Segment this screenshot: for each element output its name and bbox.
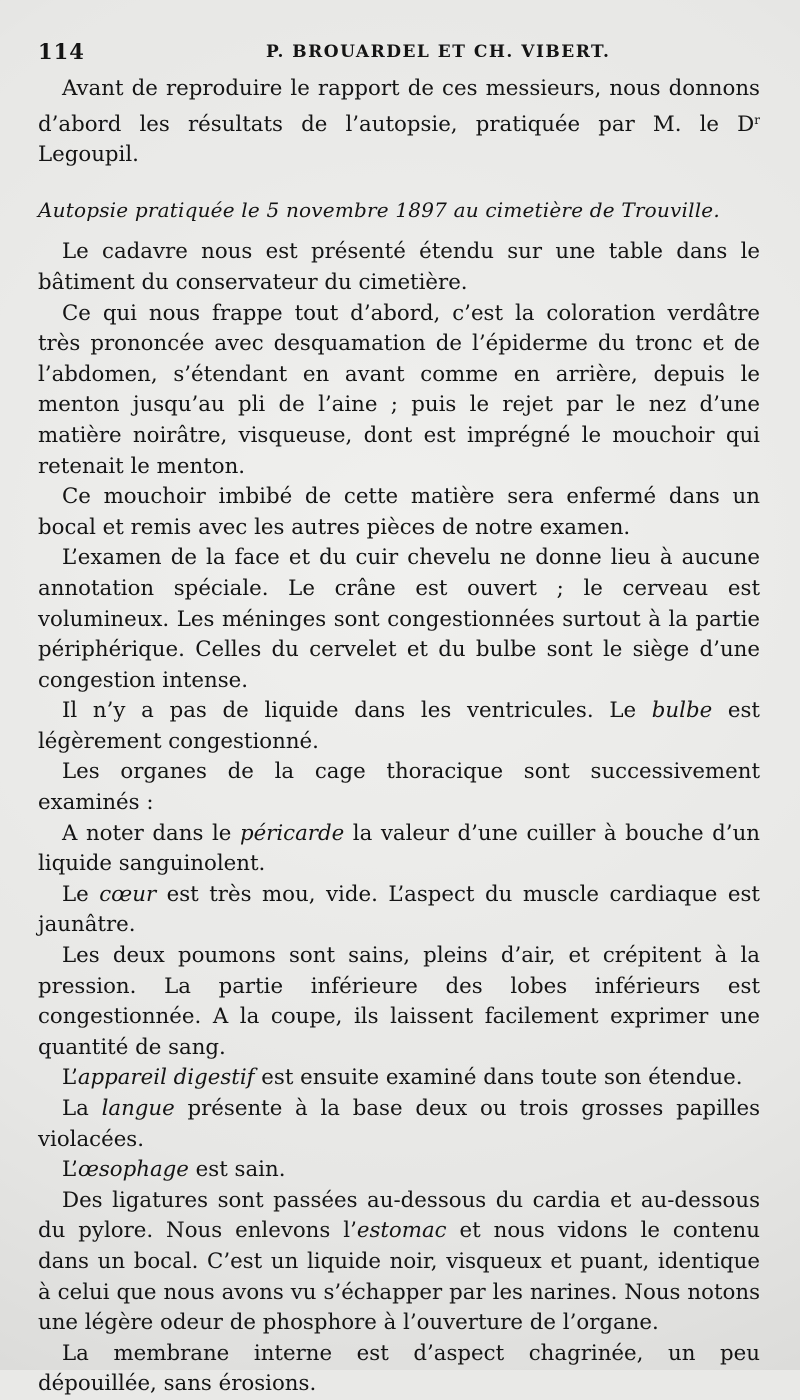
digestif-text-2: est ensuite examiné dans toute son étendue. (254, 1065, 743, 1091)
paragraph-cage-thoracique: Les organes de la cage thoracique sont successivement examinés : (38, 759, 760, 816)
paragraph-ventricules (38, 696, 760, 757)
paragraph-appareil-digestif (38, 1063, 760, 1094)
coeur-text-2: est très mou, vide. L’aspect du muscle cardiaque est jaunâtre. (38, 881, 760, 938)
coeur-text-1: Le (62, 881, 100, 907)
paragraph-cadavre: Le cadavre nous est présenté étendu sur une table dans le bâtiment du conservateur du cimetière. (38, 239, 760, 295)
paragraph-langue (38, 1094, 760, 1155)
paragraph-coloration: Ce qui nous frappe tout d’abord, c’est la coloration verdâtre très prononcée avec desquamation de l’épiderme du tronc et de l’abdomen, s’étendant en avant comme en arrière, depuis le menton jusqu’au pli de l’aine ; puis le rejet par le nez d’une matière noirâtre, visqueuse, dont est imprégné le mouchoir qui retenait le menton. (38, 300, 760, 479)
pericarde-text-1: A noter dans le (62, 820, 240, 846)
langue-text-1: La (62, 1096, 102, 1121)
intro-text-2: Legoupil. (38, 142, 139, 168)
langue-text-2: présente à la base deux ou trois grosses papilles violacées. (38, 1096, 760, 1152)
langue-italic: langue (101, 1096, 175, 1121)
intro-text-1: Avant de reproduire le rapport de ces messieurs, nous donnons d’abord les résultats de l’autopsie, pratiquée par M. le D (38, 76, 760, 137)
running-head-authors: P. BROUARDEL ET CH. VIBERT. (266, 42, 611, 62)
digestif-italic: appareil digestif (77, 1065, 255, 1091)
ligatures-text-1: Des ligatures sont passées au-dessous du cardia et au-dessous du pylore. Nous enlevons l’ (38, 1187, 760, 1244)
ligatures-text-2: et nous vidons le contenu dans un bocal. C’est un liquide noir, visqueux et puant, identique à celui que nous avons vu s’échapper par les narines. Nous notons une légère odeur de phosphore à l’ouverture de l’organe. (38, 1218, 760, 1336)
page-number: 114 (38, 39, 85, 64)
paragraph-intro (38, 74, 760, 171)
paragraph-oesophage (38, 1155, 760, 1186)
body-text (38, 74, 760, 1400)
ligatures-italic: estomac (356, 1218, 447, 1244)
oesophage-italic: œsophage (77, 1157, 189, 1183)
oesophage-text-2: est sain. (188, 1157, 286, 1183)
paragraph-pericarde (38, 819, 760, 880)
paragraph-poumons: Les deux poumons sont sains, pleins d’air, et crépitent à la pression. La partie inférieure des lobes inférieurs est congestionnée. A la coupe, ils laissent facilement exprimer une quantité de sang. (38, 943, 760, 1060)
paragraph-examen-face: L’examen de la face et du cuir chevelu ne donne lieu à aucune annotation spéciale. Le crâne est ouvert ; le cerveau est volumineux. Les méninges sont congestionnées surtout à la partie périphérique. Celles du cervelet et du bulbe sont le siège d’une congestion intense. (38, 545, 760, 693)
paragraph-mouchoir: Ce mouchoir imbibé de cette matière sera enfermé dans un bocal et remis avec les autres pièces de notre examen. (38, 484, 760, 540)
paragraph-membrane: La membrane interne est d’aspect chagrinée, un peu dépouillée, sans érosions. (38, 1340, 760, 1397)
pericarde-italic: péricarde (239, 820, 345, 846)
paragraph-ligatures (38, 1186, 760, 1339)
running-head (38, 30, 760, 74)
ventricules-italic: bulbe (651, 698, 713, 724)
pericarde-text-2: la valeur d’une cuiller à bouche d’un liquide sanguinolent. (38, 820, 761, 877)
coeur-italic: cœur (99, 881, 157, 907)
paragraph-coeur (38, 880, 760, 941)
intro-superscript: r (754, 112, 760, 127)
ventricules-text-2: est légèrement congestionné. (38, 698, 760, 754)
digestif-text-1: L’ (62, 1065, 78, 1091)
section-subtitle: Autopsie pratiquée le 5 novembre 1897 au cimetière de Trouville. (38, 197, 720, 222)
ventricules-text-1: Il n’y a pas de liquide dans les ventricules. Le (62, 698, 652, 724)
oesophage-text-1: L’ (62, 1157, 78, 1183)
